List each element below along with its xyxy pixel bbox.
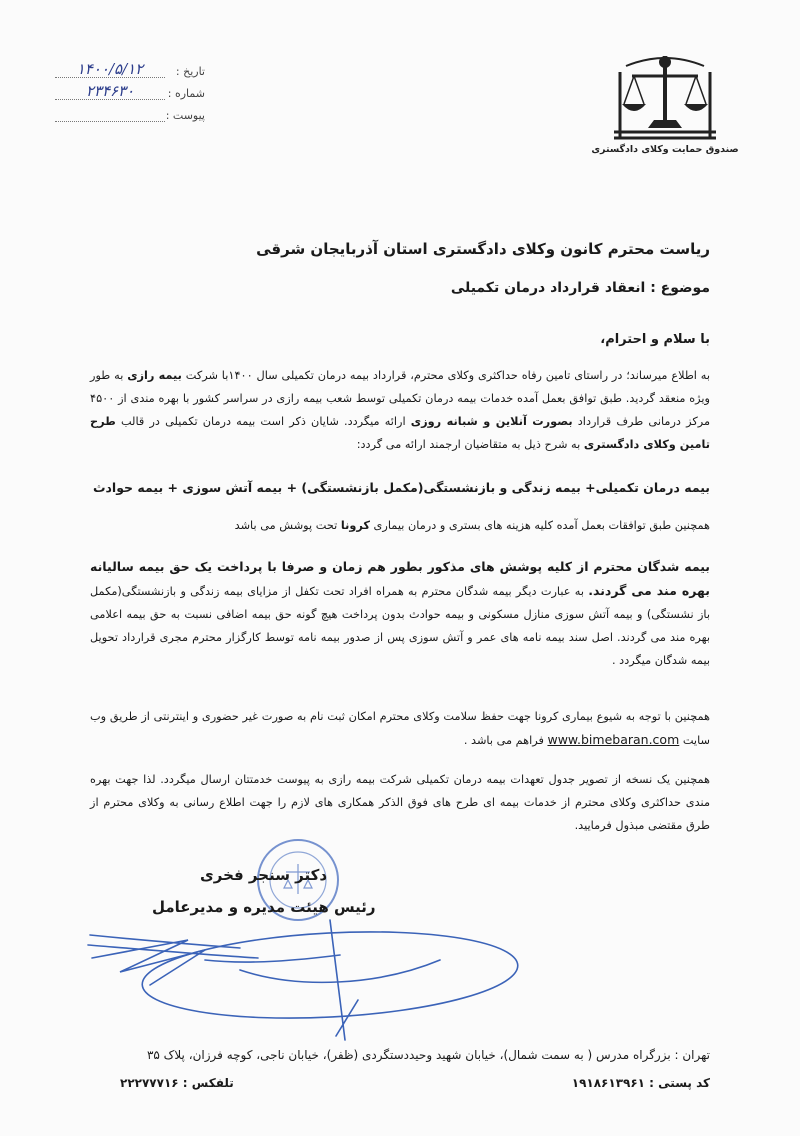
p3-text: به عبارت دیگر بیمه شدگان محترم به همراه افراد تحت تکفل از مزایای بیمه زندگی و بازنشستگی(مکمل باز نشستگی) و بیمه آتش سوزی منازل مسکونی و بیمه حوادث بدون پرداخت هیچ گونه حق بیمه اضافی نسبت به حق بیمه اعلامی بهره مند می گردند. اصل سند بیمه نامه های عمر و آتش سوزی پس از صدور بیمه نامه توسط کارگزار محترم مجری قرارداد تحویل بیمه شدگان میگردد . bbox=[90, 585, 710, 667]
signatory-title: رئیس هیئت مدیره و مدیرعامل bbox=[152, 898, 376, 916]
signatory-name: دکتر سنجر فخری bbox=[200, 866, 328, 884]
p2-text-c: تحت پوشش می باشد bbox=[234, 519, 341, 532]
p4-text-a: همچنین با توجه به شیوع بیماری کرونا جهت حفظ سلامت وکلای محترم امکان ثبت نام به صورت غیر حضوری و اینترنتی از طریق وب سایت bbox=[90, 710, 710, 747]
logo-caption: صندوق حمایت وکلای دادگستری bbox=[591, 144, 739, 155]
attachment-label: پیوست : bbox=[165, 109, 205, 122]
footer-postal-code: کد پستی : ۱۹۱۸۶۱۳۹۶۱ bbox=[571, 1076, 710, 1090]
subject-line: موضوع : انعقاد قرارداد درمان تکمیلی bbox=[450, 280, 710, 296]
coverage-highlight: بیمه درمان تکمیلی+ بیمه زندگی و بازنشستگی(مکمل بازنشستگی) + بیمه آتش سوزی + بیمه حوادث bbox=[92, 480, 710, 495]
number-label: شماره : bbox=[167, 87, 205, 100]
footer-address: تهران : بزرگراه مدرس ( به سمت شمال)، خیابان شهید وحیددستگردی (ظفر)، خیابان ناجی، کوچه فرزان، پلاک ۳۵ bbox=[146, 1048, 710, 1062]
signature-icon bbox=[88, 920, 520, 1040]
p1-bold-plan: طرح تامین وکلای دادگستری bbox=[90, 415, 710, 451]
date-label: تاریخ : bbox=[175, 65, 205, 78]
p2-bold-corona: کرونا bbox=[340, 519, 370, 532]
greeting-line: با سلام و احترام، bbox=[600, 332, 710, 347]
p1-bold-online: بصورت آنلاین و شبانه روزی bbox=[410, 415, 573, 428]
p1-bold-razi: بیمه رازی bbox=[127, 369, 182, 382]
p1-text-c: به طور ویژه منعقد گردید. طبق توافق بعمل آمده خدمات بیمه درمان تکمیلی توسط شعب بیمه رازی در سراسر کشور با بهره مندی از ۴۵۰۰ مرکز درمانی طرف قرارداد bbox=[90, 369, 710, 428]
number-value: ۲۳۴۶۳۰ bbox=[55, 83, 165, 100]
p4-text-b: فراهم می باشد . bbox=[463, 734, 548, 747]
p1-text-e: ارائه میگردد. شایان ذکر است بیمه درمان تکمیلی در قالب bbox=[115, 415, 411, 428]
p1-text-g: به شرح ذیل به متقاضیان ارجمند ارائه می گردد: bbox=[356, 438, 584, 451]
footer-fax: تلفکس : ۲۲۲۷۷۷۱۶ bbox=[120, 1076, 234, 1090]
website-link[interactable]: www.bimebaran.com bbox=[547, 732, 680, 747]
paragraph-closing: همچنین یک نسخه از تصویر جدول تعهدات بیمه درمان تکمیلی شرکت بیمه رازی به پیوست خدمتتان ارسال میگردد. لذا جهت بهره مندی حداکثری وکلای محترم از خدمات بیمه ای طرح های فوق الذکر همکاری های لازم را جهت اطلاع رسانی به وکلای محترم از طرق مقتضی مبذول فرمایید. bbox=[90, 773, 710, 832]
recipient-line: ریاست محترم کانون وکلای دادگستری استان آذربایجان شرقی bbox=[256, 240, 710, 258]
p1-text-a: به اطلاع میرساند؛ در راستای تامین رفاه حداکثری وکلای محترم، قرارداد بیمه درمان تکمیلی سال ۱۴۰۰با شرکت bbox=[185, 369, 710, 382]
p3-bold-text: بیمه شدگان محترم از کلیه پوشش های مذکور بطور هم زمان و صرفا با پرداخت یک حق بیمه سالیانه بهره مند می گردند. bbox=[90, 559, 710, 598]
p2-text-a: همچنین طبق توافقات بعمل آمده کلیه هزینه های بستری و درمان بیماری bbox=[369, 519, 710, 532]
date-value: ۱۴۰۰/۵/۱۲ bbox=[55, 61, 165, 78]
